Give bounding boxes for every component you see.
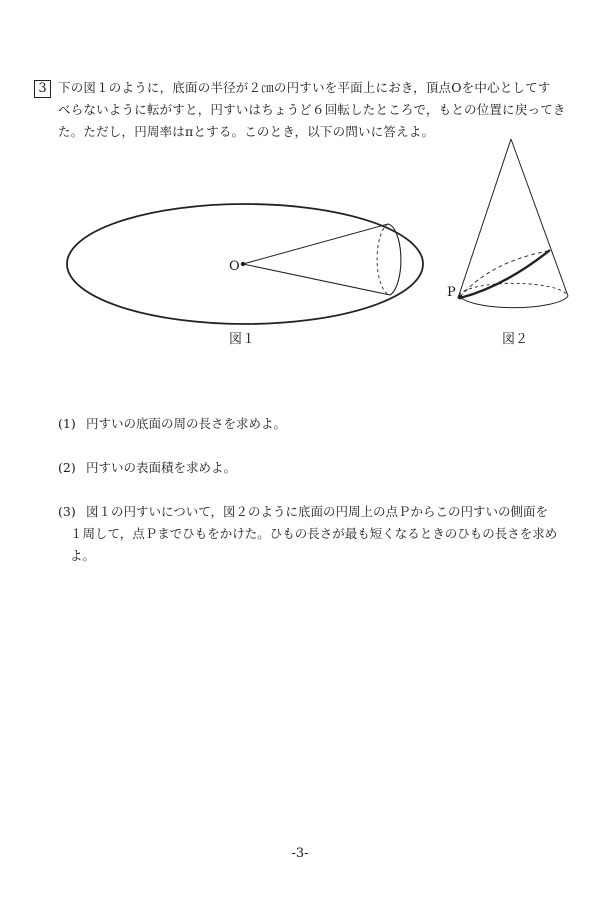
- subquestion-3-number: (3): [58, 504, 76, 519]
- figure2-string-front: [460, 250, 550, 298]
- subquestion-1-number: (1): [58, 416, 76, 431]
- subquestion-3: [58, 501, 588, 567]
- figures-svg: [0, 0, 600, 360]
- figure1-cone-upper-edge: [243, 224, 388, 264]
- figure1-caption: 図１: [229, 332, 256, 347]
- intro-line-3: た。ただし，円周率はπとする。このとき，以下の問いに答えよ。: [58, 124, 435, 139]
- figure2-cone-left-edge: [459, 139, 511, 295]
- subquestion-2-text: 円すいの表面積を求めよ。: [86, 460, 237, 475]
- figure1-point-o-label: O: [229, 259, 240, 274]
- figure2-caption: 図２: [502, 332, 529, 347]
- subquestion-1-text: 円すいの底面の周の長さを求めよ。: [86, 416, 287, 431]
- subquestion-3-text-line-2: １周して，点Ｐまでひもをかけた。ひもの長さが最も短くなるときのひもの長さを求め: [70, 526, 558, 541]
- figure2-drawing: [458, 139, 568, 308]
- figure2-point-p-label: P: [447, 285, 456, 300]
- figure1-cone-base-back: [377, 224, 390, 295]
- subquestion-2: [58, 457, 588, 479]
- page-number: -3-: [291, 846, 309, 861]
- subquestion-3-text-line-3: よ。: [70, 548, 96, 563]
- figure1-cone-lower-edge: [243, 264, 390, 295]
- intro-line-2: べらないように転がすと，円すいはちょうど６回転したところで，もとの位置に戻ってき: [58, 102, 566, 117]
- subquestion-2-number: (2): [58, 460, 76, 475]
- figure2-string-back: [460, 251, 548, 297]
- question-number-box: 3: [34, 80, 51, 98]
- subquestion-3-text-line-1: 図１の円すいについて，図２のように底面の円周上の点Ｐからこの円すいの側面を: [86, 504, 549, 519]
- intro-line-1: 下の図１のように，底面の半径が２㎝の円すいを平面上におき，頂点Oを中心としてす: [58, 80, 551, 95]
- figure2-base-front: [459, 295, 568, 308]
- subquestion-1: [58, 413, 588, 435]
- figure1-point-o: [241, 262, 245, 266]
- figure1-drawing: [67, 204, 423, 324]
- figure2-point-p: [458, 295, 463, 300]
